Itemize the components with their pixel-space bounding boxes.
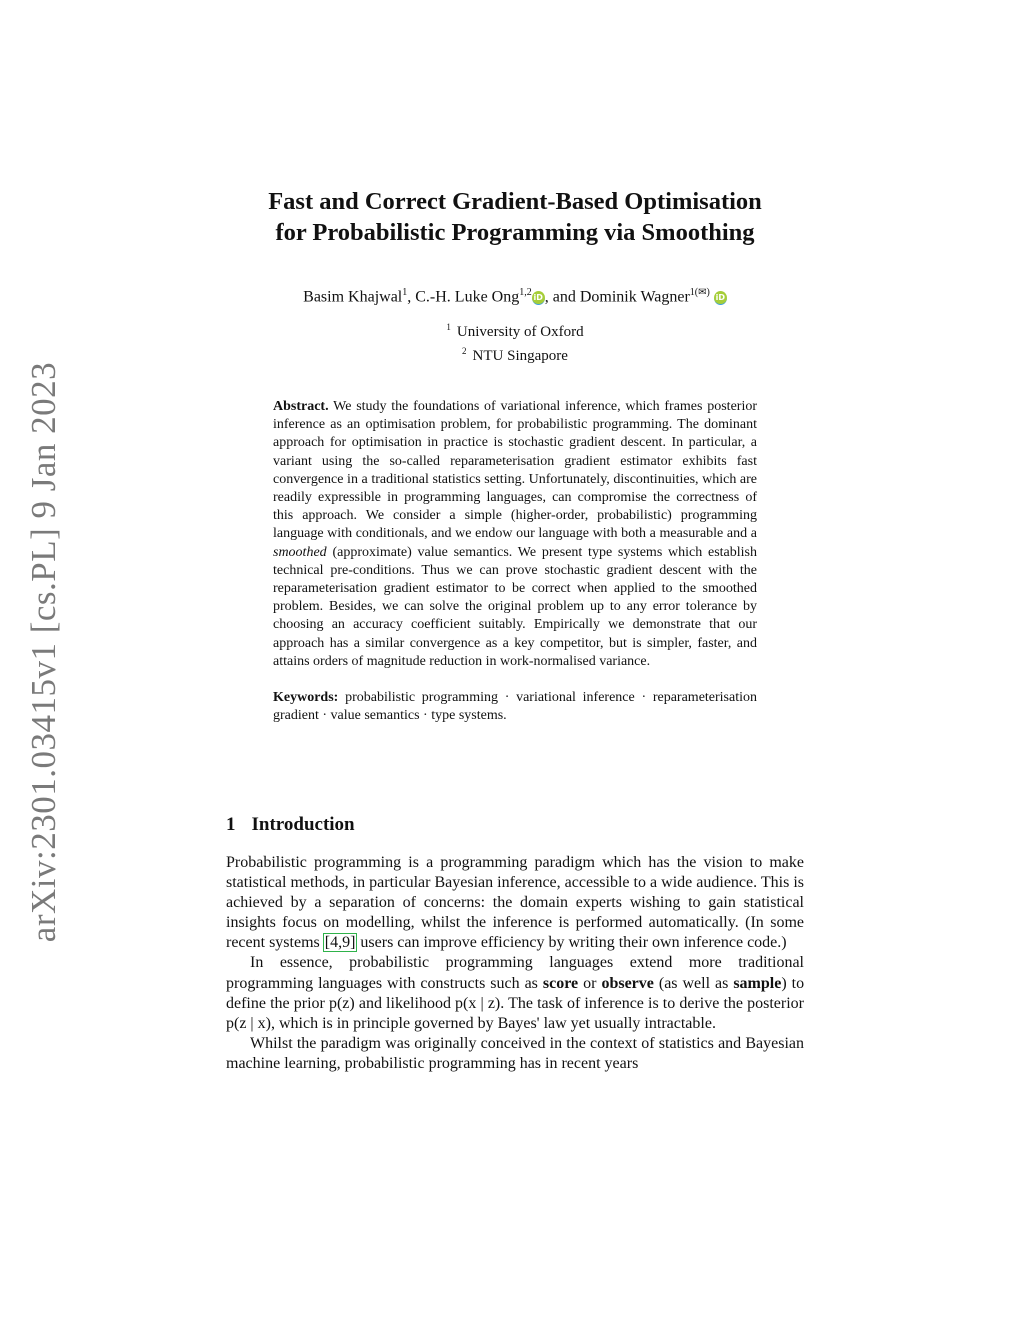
section-title: Introduction	[251, 814, 355, 835]
title-line-1: Fast and Correct Gradient-Based Optimisation	[268, 188, 762, 215]
body-paragraph-3: Whilst the paradigm was originally conceived in the context of statistics and Bayesian machine learning, probabilistic programming has in recent years	[226, 1034, 804, 1072]
abstract-paragraph	[273, 398, 757, 671]
section-number: 1	[226, 814, 236, 835]
abstract-emph: smoothed	[273, 544, 327, 560]
author-list: Basim Khajwal$^1$, C.-H. Luke Ong$^{1,2}$ iD , and Dominik Wagner$^{1(✉)}$ iD	[303, 287, 726, 306]
citation-link[interactable]: [4,9]	[324, 934, 356, 952]
p1-text-1: Probabilistic programming is a programming paradigm which has the vision to make statistical methods, in particular Bayesian inference, accessible to a wide audience. This is achieved by a separation of concerns: the domain experts wishing to gain statistical insights focus on modelling, whilst the inference is performed automatically. (In some recent systems	[226, 854, 804, 952]
orcid-icon[interactable]: iD	[532, 291, 545, 305]
orcid-icon[interactable]: iD	[714, 291, 727, 305]
keywords-lead: Keywords:	[273, 690, 339, 706]
author-1-name: Basim Khajwal	[303, 288, 403, 306]
author-2-name: C.-H. Luke Ong	[415, 288, 520, 306]
p2-text-2: ) to define the prior p(z) and likelihood p(x | z). The task of inference is to derive the posterior p(z | x), which is in principle governed by Bayes' law yet usually intractable.	[226, 974, 805, 1032]
keyword-sample: sample	[733, 974, 782, 992]
p2-or: or	[583, 974, 597, 992]
abstract-text-1: We study the foundations of variational inference, which frames posterior inference as an optimisation problem, for probabilistic programming. The dominant approach for optimisation in practice is stochastic gradient descent. In particular, a variant using the so-called reparameterisation gradient estimator exhibits fast convergence in a traditional statistics setting. Unfortunately, discontinuities, which are readily expressible in programming languages, can compromise the correctness of this approach. We consider a simple (higher-order, probabilistic) programming language with conditionals, and we endow our language with both a measurable and a	[273, 399, 758, 542]
keywords-text: probabilistic programming · variational inference · reparameterisation gradient · value semantics · type systems.	[273, 690, 758, 724]
body-paragraph-2	[226, 953, 804, 1033]
abstract-lead: Abstract.	[273, 399, 329, 414]
keywords-paragraph	[273, 689, 757, 725]
body-paragraph-1	[226, 853, 804, 953]
title-line-2: for Probabilistic Programming via Smoothing	[275, 219, 755, 246]
paper-title	[226, 186, 804, 248]
abstract-block	[273, 398, 757, 725]
abstract-text-2: (approximate) value semantics. We present type systems which establish technical pre-conditions. Thus we can prove stochastic gradient descent with the reparameterisation gradient estimator to be correct when applied to the smoothed problem. Besides, we can solve the original problem up to any error tolerance by choosing an accuracy coefficient suitably. Empirically we demonstrate that our approach has a similar convergence as a key competitor, but is simpler, faster, and attains orders of magnitude reduction in work-normalised variance.	[273, 544, 757, 669]
body-text	[226, 853, 804, 1074]
section-heading	[226, 814, 355, 836]
affiliation-1-sup: 1	[446, 322, 451, 332]
p2-as-well: (as well as	[658, 974, 729, 992]
affiliation-2-sup: 2	[462, 346, 467, 356]
p2-text-1: In essence, probabilistic programming languages extend more traditional programming languages with constructs such as	[226, 954, 804, 992]
keyword-observe: observe	[601, 974, 654, 992]
affiliations	[226, 318, 804, 366]
affiliation-2-name: NTU Singapore	[472, 348, 568, 364]
author-3-prefix: , and	[544, 288, 576, 306]
author-1-affil: 1	[402, 287, 408, 298]
p1-text-2: users can improve efficiency by writing their own inference code.)	[360, 934, 787, 952]
arxiv-stamp: arXiv:2301.03415v1 [cs.PL] 9 Jan 2023	[24, 361, 63, 943]
affiliation-2	[226, 342, 804, 366]
keyword-score: score	[542, 974, 579, 992]
affiliation-1-name: University of Oxford	[456, 324, 584, 340]
author-3-affil: 1(✉)	[689, 287, 710, 298]
author-2-affil: 1,2	[519, 287, 532, 298]
affiliation-1	[226, 318, 804, 342]
author-3-name: Dominik Wagner	[579, 288, 690, 306]
